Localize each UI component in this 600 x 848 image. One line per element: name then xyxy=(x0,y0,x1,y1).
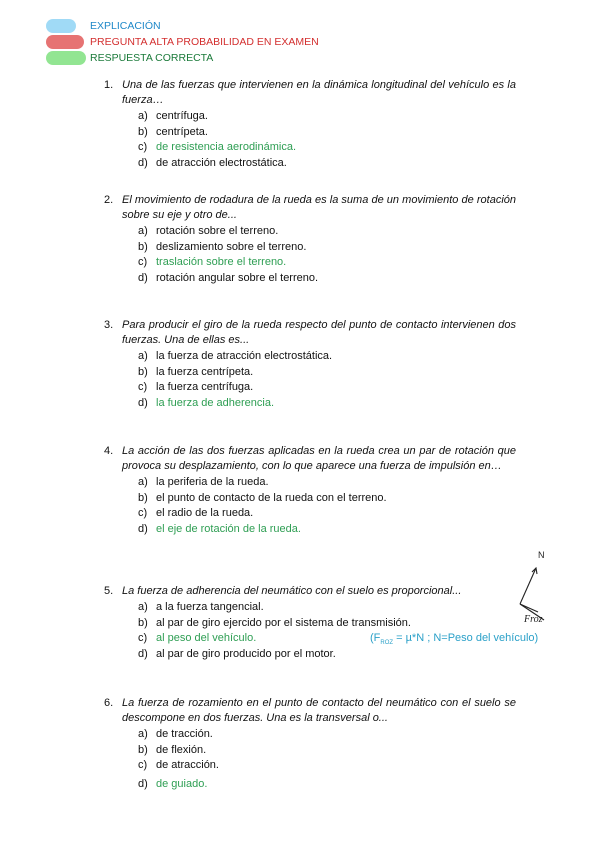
options-list xyxy=(138,109,516,171)
friction-force-arrow xyxy=(520,604,538,612)
options-list xyxy=(138,224,516,286)
question-text: Para producir el giro de la rueda respecto del punto de contacto intervienen dos fuerzas. Una de ellas es... xyxy=(122,319,516,346)
question-2 xyxy=(104,193,516,286)
option-text: la fuerza de atracción electrostática. xyxy=(156,350,333,362)
option-c xyxy=(138,758,516,774)
question-1 xyxy=(104,78,516,171)
question-text: La fuerza de adherencia del neumático con el suelo es proporcional... xyxy=(122,585,462,597)
option-d xyxy=(138,271,516,287)
options-list xyxy=(138,600,539,662)
option-text: el radio de la rueda. xyxy=(156,507,254,519)
question-number: 4. xyxy=(104,445,114,457)
question-text: El movimiento de rodadura de la rueda es la suma de un movimiento de rotación sobre su eje y otro de... xyxy=(122,194,516,221)
option-c-correct xyxy=(138,140,516,156)
option-text: centrípeta. xyxy=(156,125,208,138)
question-stem xyxy=(104,78,516,108)
blue-highlight-swatch xyxy=(46,19,76,33)
option-text: al par de giro producido por el motor. xyxy=(156,647,336,660)
option-text: la fuerza centrípeta. xyxy=(156,365,254,378)
question-stem xyxy=(104,318,516,348)
option-c xyxy=(138,380,516,396)
option-text: de resistencia aerodinámica. xyxy=(156,141,297,153)
option-letter: b) xyxy=(138,125,148,138)
formula-subscript: ROZ xyxy=(380,640,394,647)
option-a xyxy=(138,224,516,240)
option-b xyxy=(138,743,516,759)
option-letter: c) xyxy=(138,141,148,153)
question-number: 5. xyxy=(104,585,114,597)
option-text: traslación sobre el terreno. xyxy=(156,256,287,268)
color-legend xyxy=(46,18,346,66)
option-a xyxy=(138,349,516,365)
option-text: de atracción electrostática. xyxy=(156,156,287,169)
question-stem xyxy=(104,696,516,726)
question-stem xyxy=(104,193,516,223)
option-text: el eje de rotación de la rueda. xyxy=(156,522,301,535)
question-number: 6. xyxy=(104,697,114,709)
option-text: de flexión. xyxy=(156,743,207,756)
option-letter: d) xyxy=(138,396,148,409)
option-letter: c) xyxy=(138,759,148,771)
formula-open: (F xyxy=(370,632,381,644)
option-text: de atracción. xyxy=(156,759,219,771)
question-stem xyxy=(104,444,516,474)
friction-formula-note xyxy=(370,631,538,652)
normal-force-arrow xyxy=(520,568,536,604)
option-text: al peso del vehículo. xyxy=(156,632,257,644)
red-highlight-swatch xyxy=(46,35,84,49)
option-text: rotación angular sobre el terreno. xyxy=(156,271,319,284)
option-letter: b) xyxy=(138,240,148,253)
option-a xyxy=(138,727,516,743)
options-list xyxy=(138,475,516,537)
option-letter: b) xyxy=(138,491,148,504)
option-d-correct xyxy=(138,777,516,793)
legend-label-respuesta: RESPUESTA CORRECTA xyxy=(90,52,214,64)
option-text: el punto de contacto de la rueda con el terreno. xyxy=(156,491,387,504)
question-4 xyxy=(104,444,516,537)
option-letter: c) xyxy=(138,632,148,644)
formula-rest: = µ*N ; N=Peso del vehículo) xyxy=(393,632,539,644)
option-text: deslizamiento sobre el terreno. xyxy=(156,240,307,253)
question-text: La acción de las dos fuerzas aplicadas en la rueda crea un par de rotación que provoca su desplazamiento, con lo que aparece una fuerza de impulsión en… xyxy=(122,445,516,472)
option-d-correct xyxy=(138,396,516,412)
options-list xyxy=(138,349,516,411)
legend-respuesta xyxy=(46,50,346,66)
option-a xyxy=(138,600,516,616)
option-a xyxy=(138,475,516,491)
question-number: 1. xyxy=(104,79,114,91)
option-d-correct xyxy=(138,522,516,538)
question-number: 3. xyxy=(104,319,114,331)
question-text: Una de las fuerzas que intervienen en la dinámica longitudinal del vehículo es la fuerza… xyxy=(122,79,516,106)
option-b xyxy=(138,365,516,381)
option-letter: a) xyxy=(138,225,148,237)
green-highlight-swatch xyxy=(46,51,86,65)
option-letter: d) xyxy=(138,777,148,790)
option-letter: c) xyxy=(138,381,148,393)
force-vector-sketch xyxy=(508,548,572,628)
option-text: de guiado. xyxy=(156,777,208,790)
option-letter: c) xyxy=(138,507,148,519)
question-5 xyxy=(104,584,539,662)
legend-label-pregunta: PREGUNTA ALTA PROBABILIDAD EN EXAMEN xyxy=(90,36,319,48)
option-b xyxy=(138,125,516,141)
option-letter: d) xyxy=(138,156,148,169)
question-number: 2. xyxy=(104,194,114,206)
option-c-correct xyxy=(138,255,516,271)
question-6 xyxy=(104,696,516,792)
options-list xyxy=(138,727,516,792)
option-text: centrífuga. xyxy=(156,110,208,122)
question-stem xyxy=(104,584,516,599)
question-3 xyxy=(104,318,516,411)
legend-pregunta xyxy=(46,34,346,50)
option-text: la periferia de la rueda. xyxy=(156,476,269,488)
option-letter: a) xyxy=(138,476,148,488)
option-text: la fuerza centrífuga. xyxy=(156,381,254,393)
option-text: a la fuerza tangencial. xyxy=(156,601,264,613)
option-b xyxy=(138,491,516,507)
option-letter: a) xyxy=(138,350,148,362)
option-letter: b) xyxy=(138,743,148,756)
option-letter: b) xyxy=(138,365,148,378)
option-b xyxy=(138,616,516,632)
option-d xyxy=(138,156,516,172)
question-text: La fuerza de rozamiento en el punto de contacto del neumático con el suelo se descompone en dos fuerzas. Una es la transversal o... xyxy=(122,697,516,724)
option-letter: d) xyxy=(138,647,148,660)
option-text: la fuerza de adherencia. xyxy=(156,396,275,409)
option-text: de tracción. xyxy=(156,728,213,740)
option-letter: d) xyxy=(138,522,148,535)
option-letter: d) xyxy=(138,271,148,284)
option-letter: a) xyxy=(138,110,148,122)
option-text: al par de giro ejercido por el sistema de transmisión. xyxy=(156,616,411,629)
option-letter: c) xyxy=(138,256,148,268)
option-c xyxy=(138,506,516,522)
option-letter: a) xyxy=(138,601,148,613)
legend-explicacion xyxy=(46,18,346,34)
normal-force-label: N xyxy=(538,550,545,560)
legend-label-explicacion: EXPLICACIÓN xyxy=(90,20,161,32)
option-letter: a) xyxy=(138,728,148,740)
option-text: rotación sobre el terreno. xyxy=(156,225,279,237)
option-letter: b) xyxy=(138,616,148,629)
option-b xyxy=(138,240,516,256)
friction-force-label: Froz xyxy=(524,614,543,625)
option-c-correct xyxy=(138,631,539,647)
option-a xyxy=(138,109,516,125)
